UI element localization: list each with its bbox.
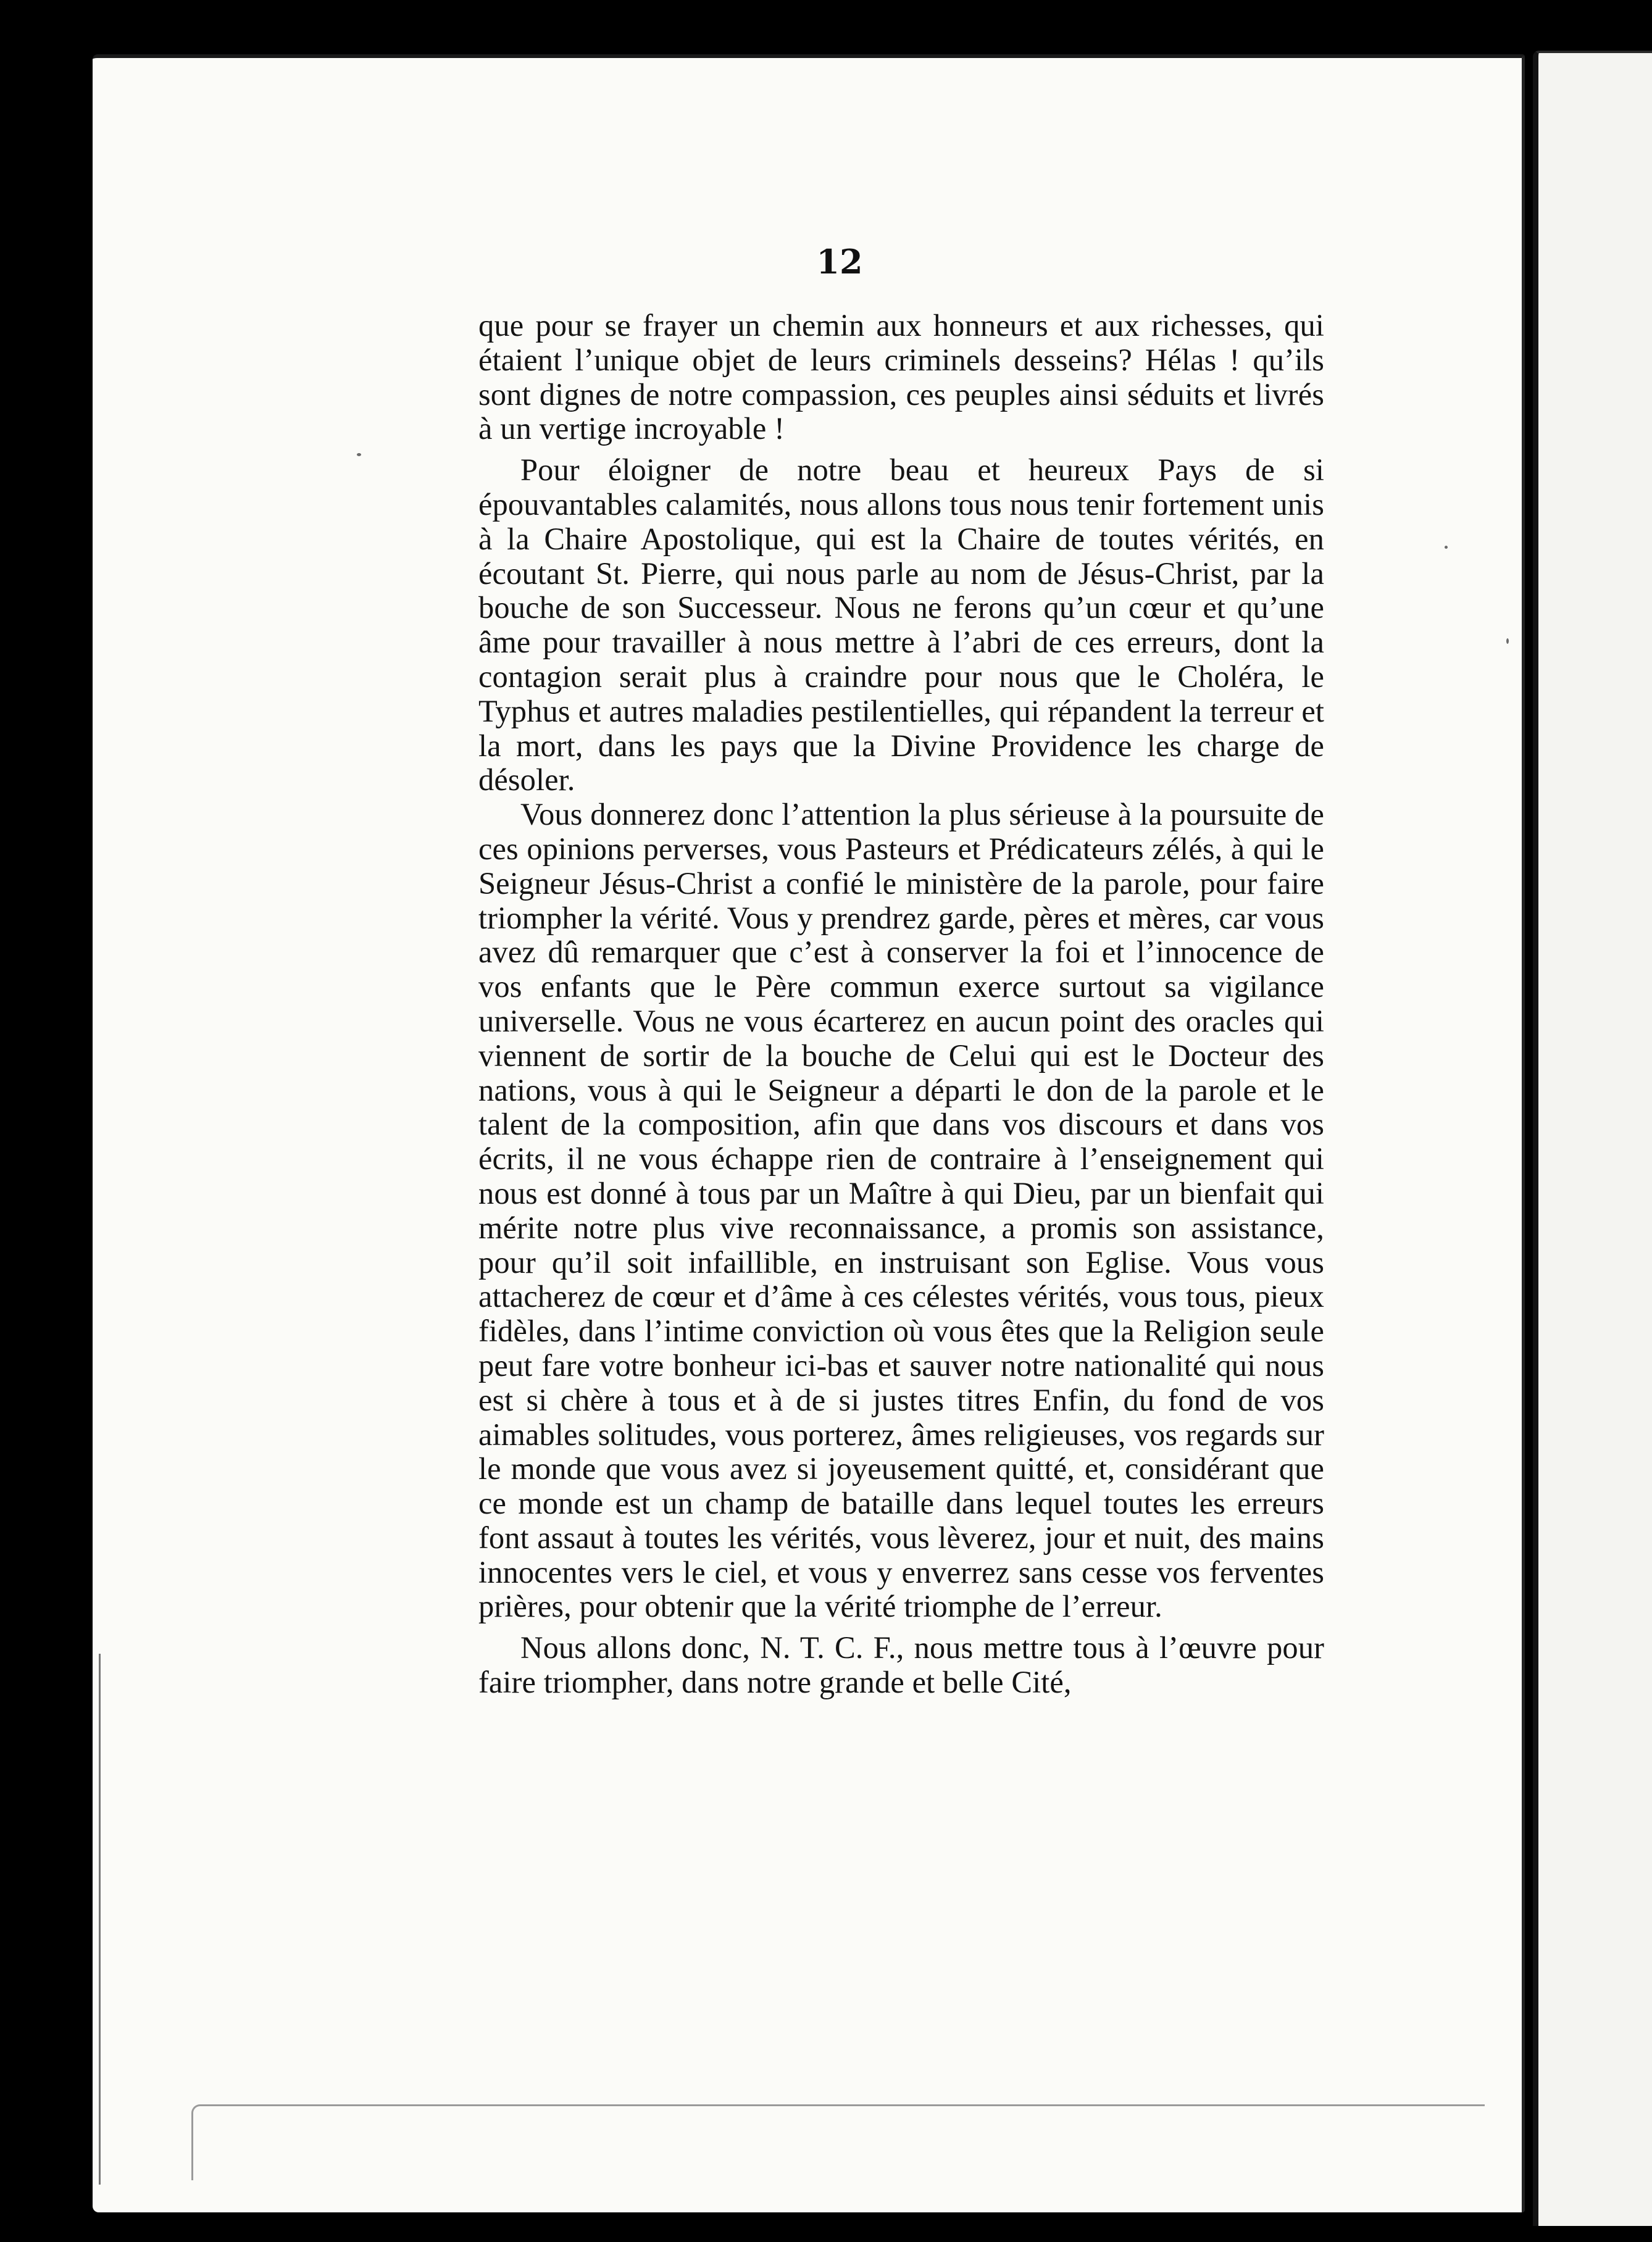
paragraph: Vous donnerez donc l’attention la plus sérieuse à la poursuite de ces opinions perverses, vous Pasteurs et Prédicateurs zélés, à qui le Seigneur Jésus-Christ a confié le ministère de la parole, pour faire triompher la vérité. Vous y prendrez garde, pères et mères, car vous avez dû remarquer que c’est à conserver la foi et l’innocence de vos enfants que le Père commun exerce surtout sa vigilance universelle. Vous ne vous écarterez en aucun point des oracles qui viennent de sortir de la bouche de Celui qui est le Docteur des nations, vous à qui le Seigneur a départi le don de la parole et le talent de la composition, afin que dans vos discours et dans vos écrits, il ne vous échappe rien de contraire à l’enseignement qui nous est donné à tous par un Maître à qui Dieu, par un bienfait qui mérite notre plus vive reconnaissance, a promis son assistance, pour qu’il soit infaillible, en instruisant son Eglise. Vous vous attacherez de cœur et d’âme à ces célestes vérités, vous tous, pieux fidèles, dans l’intime conviction où vous êtes que la Religion seule peut fare votre bonheur ici-bas et sauver notre nationalité qui nous est si chère à tous et à de si justes titres Enfin, du fond de vos aimables solitudes, vous porterez, âmes religieuses, vos regards sur le monde que vous avez si joyeusement quitté, et, considérant que ce monde est un champ de bataille dans lequel toutes les erreurs font assaut à toutes les vérités, vous lèverez, jour et nuit, des mains innocentes vers le ciel, et vous y enverrez sans cesse vos ferventes prières, pour obtenir que la vérité triomphe de l’erreur. (478, 797, 1324, 1624)
bottom-page-fold (191, 2104, 1485, 2180)
facing-page-edge (1533, 51, 1652, 2226)
ink-speck (1506, 638, 1509, 644)
ink-speck (357, 453, 361, 456)
body-text (478, 309, 1324, 1700)
paragraph-continuation: que pour se frayer un chemin aux honneurs et aux richesses, qui étaient l’unique objet de leurs criminels desseins? Hélas ! qu’ils sont dignes de notre compassion, ces peuples ainsi séduits et livrés à un vertige incroyable ! (478, 308, 1324, 446)
ink-speck (1445, 546, 1448, 549)
paragraph: Pour éloigner de notre beau et heureux Pays de si épouvantables calamités, nous allons tous nous tenir fortement unis à la Chaire Apostolique, qui est la Chaire de toutes vérités, en écoutant St. Pierre, qui nous parle au nom de Jésus-Christ, par la bouche de son Successeur. Nous ne ferons qu’un cœur et qu’une âme pour travailler à nous mettre à l’abri de ces erreurs, dont la contagion serait plus à craindre pour nous que le Choléra, le Typhus et autres maladies pestilentielles, qui répandent la terreur et la mort, dans les pays que la Divine Providence les charge de désoler. (478, 452, 1324, 798)
page-number: 12 (816, 242, 863, 281)
paragraph: Nous allons donc, N. T. C. F., nous mettre tous à l’œuvre pour faire triompher, dans notre grande et belle Cité, (478, 1630, 1324, 1700)
margin-fold-line (99, 1654, 109, 2185)
